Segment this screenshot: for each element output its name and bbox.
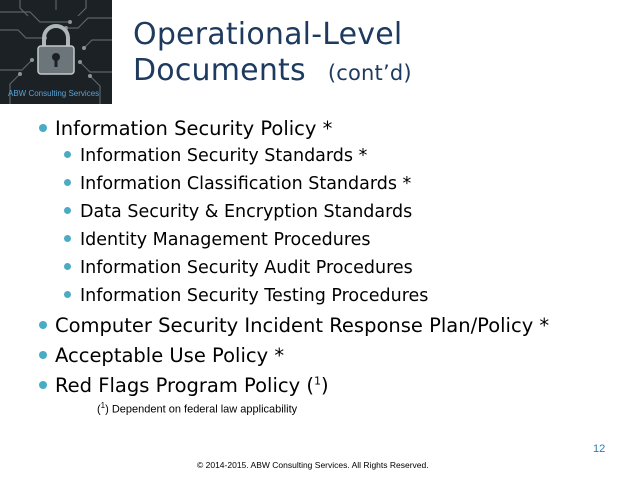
bullet-dot-icon (39, 321, 47, 329)
bullet-dot-icon (64, 263, 71, 270)
bullet-dot-icon (64, 291, 71, 298)
bullet-text: Red Flags Program Policy ( (55, 374, 314, 397)
sub-bullet-item (64, 286, 428, 306)
bullet-item (39, 374, 329, 397)
bullet-text: Acceptable Use Policy * (55, 344, 285, 367)
bullet-text: Information Security Policy * (55, 117, 333, 140)
title-line-2 (133, 53, 412, 91)
footnote-text: ) Dependent on federal law applicability (105, 403, 298, 416)
sub-bullet-item (64, 174, 411, 194)
bullet-superscript: 1 (313, 374, 321, 388)
page-number: 12 (593, 443, 606, 455)
bullet-text: Information Security Standards * (80, 146, 368, 166)
bullet-dot-icon (64, 151, 71, 158)
copyright-footer: © 2014-2015. ABW Consulting Services. All Rights Reserved. (197, 460, 429, 470)
bullet-dot-icon (39, 124, 47, 132)
bullet-item (39, 344, 284, 367)
bullet-dot-icon (64, 207, 71, 214)
bullet-dot-icon (64, 179, 71, 186)
bullet-text: Identity Management Procedures (80, 230, 371, 250)
footnote (97, 401, 297, 416)
sub-bullet-item (64, 202, 412, 222)
title-documents: Documents (133, 53, 306, 88)
bullet-dot-icon (64, 235, 71, 242)
bullet-item (39, 314, 549, 337)
bullet-text: Information Classification Standards * (80, 174, 412, 194)
bullet-text: Data Security & Encryption Standards (80, 202, 413, 222)
title-contd: (cont’d) (327, 61, 412, 85)
bullet-text: Information Security Audit Procedures (80, 258, 413, 278)
logo-image (0, 0, 112, 104)
footnote-open: ( (97, 403, 101, 416)
footnote-superscript: 1 (100, 401, 106, 410)
sub-bullet-item (64, 146, 367, 166)
bullet-dot-icon (39, 351, 47, 359)
bullet-dot-icon (39, 381, 47, 389)
sub-bullet-item (64, 230, 371, 250)
bullet-text: Computer Security Incident Response Plan/Policy * (55, 314, 550, 337)
logo-caption: ABW Consulting Services (8, 89, 100, 98)
slide-title (133, 17, 412, 91)
bullet-item (39, 117, 332, 140)
bullet-text: Information Security Testing Procedures (80, 286, 429, 306)
title-line-1: Operational-Level (133, 17, 403, 52)
sub-bullet-item (64, 258, 413, 278)
bullet-text-after: ) (320, 374, 329, 397)
